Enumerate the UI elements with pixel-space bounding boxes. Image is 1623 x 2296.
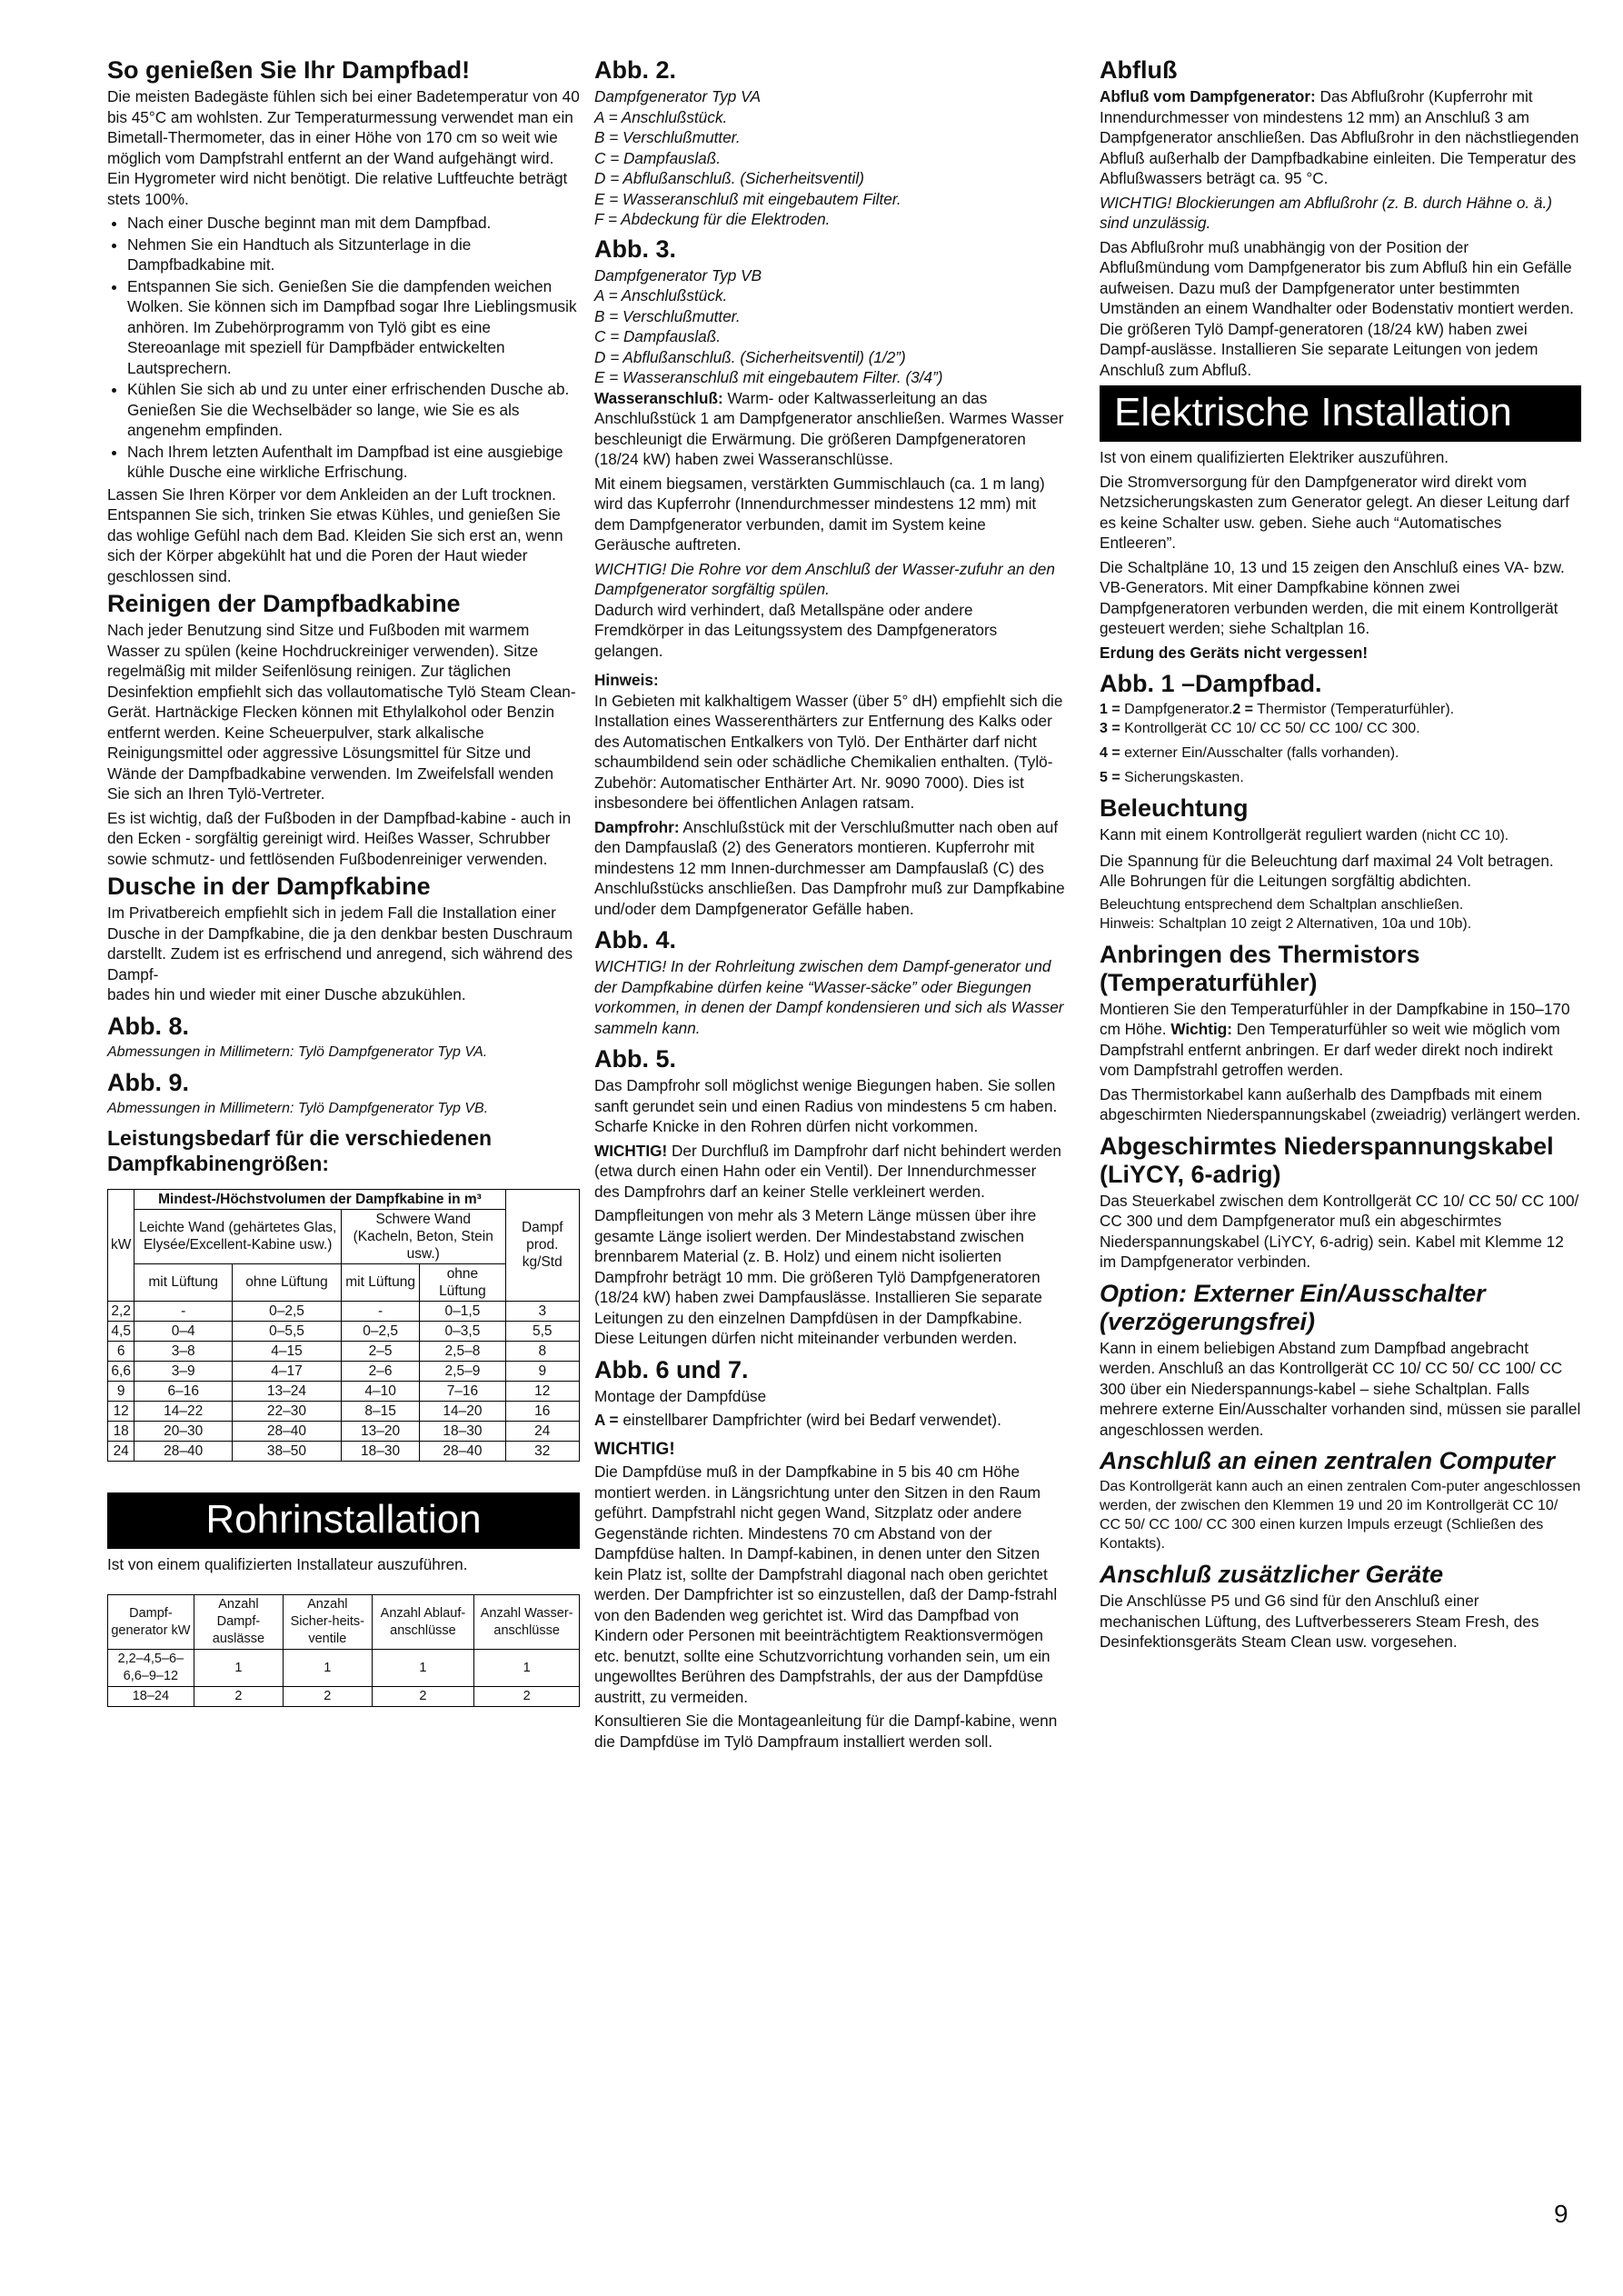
table-header-light: Leichte Wand (gehärtetes Glas, Elysée/Excellent-Kabine usw.) (134, 1209, 342, 1263)
legend-line (1100, 719, 1581, 738)
para-mount-nozzle: Montage der Dampfdüse (594, 1386, 767, 1405)
banner-pipe-installation: Rohrinstallation (107, 1492, 580, 1549)
column-middle (594, 56, 1065, 1755)
table-cell: 18–30 (420, 1421, 505, 1441)
para-drain-warning: WICHTIG! Blockierungen am Abflußrohr (z. B. durch Hähne o. ä.) sind unzulässig. (1100, 193, 1552, 232)
table-row (108, 1361, 580, 1381)
column-left (107, 56, 580, 1707)
para-hose: Mit einem biegsamen, verstärkten Gummischlauch (ca. 1 m lang) wird das Kupferrohr (Innendurchmesser mindestens 12 mm) mit dem Dampfgenerator verbunden, damit im System keine Geräusche auftreten. (594, 474, 1045, 554)
para-drain (1100, 86, 1581, 189)
table-row (108, 1321, 580, 1341)
para-abb9: Abmessungen in Millimetern: Tylö Dampfgenerator Typ VB. (107, 1100, 489, 1116)
table-cell: 4–10 (341, 1381, 419, 1401)
table-cell: 28–40 (420, 1441, 505, 1461)
para-shower-2: bades hin und wieder mit einer Dusche abzukühlen. (107, 985, 466, 1003)
text-drain: Das Abflußrohr (Kupferrohr mit Innendurchmesser von mindestens 12 mm) an Anschluß 3 am Dampfgenerator anschließen. Das Abflußrohr in den nächstliegenden Abfluß außerhalb der Dampfbadkabine einleiten. Die Temperatur des Abflußwassers beträgt ca. 95 °C. (1100, 87, 1579, 187)
legend-line: E = Wasseranschluß mit eingebautem Filter. (3/4”) (594, 368, 943, 386)
table-cell: 9 (108, 1381, 134, 1401)
heading-abb2: Abb. 2. (594, 56, 677, 84)
table-cell: 13–20 (341, 1421, 419, 1441)
legend-line: C = Dampfauslaß. (594, 327, 721, 345)
legend-text: Sicherungskasten. (1120, 770, 1244, 785)
table-cell: 8–15 (341, 1401, 419, 1421)
page-number: 9 (1554, 2200, 1568, 2228)
table-header-heavy: Schwere Wand (Kacheln, Beton, Stein usw.) (341, 1209, 505, 1263)
text-lighting-note: (nicht CC 10). (1421, 828, 1509, 844)
heading-extra-devices: Anschluß zusätzlicher Geräte (1100, 1561, 1444, 1588)
table-cell: 0–1,5 (420, 1301, 505, 1321)
table-cell: 2,2–4,5–6–6,6–9–12 (108, 1650, 194, 1687)
table-cell: 3 (505, 1301, 579, 1321)
label-important: WICHTIG! (594, 1141, 668, 1160)
table-cell: 20–30 (134, 1421, 233, 1441)
para-grounding: Erdung des Geräts nicht vergessen! (1100, 643, 1369, 662)
table-header-volume: Mindest-/Höchstvolumen der Dampfkabine in m³ (134, 1189, 505, 1209)
table-cell: 24 (108, 1441, 134, 1461)
table-cell: 3–8 (134, 1341, 233, 1361)
legend-number: 3 = (1100, 721, 1120, 736)
table-cell: 2,5–9 (420, 1361, 505, 1381)
legend-line: D = Abflußanschluß. (Sicherheitsventil) (594, 169, 864, 187)
text-thermistor: Montieren Sie den Temperaturfühler in der Dampfkabine in 150–170 cm Höhe. (1100, 999, 1570, 1038)
table-cell: 14–20 (420, 1401, 505, 1421)
table-cell: 12 (108, 1401, 134, 1421)
table-header-prod: Dampf prod. kg/Std (505, 1189, 579, 1301)
heading-abb1: Abb. 1 –Dampfbad. (1100, 670, 1322, 697)
table-header: Anzahl Wasser-anschlüsse (474, 1595, 580, 1650)
label-funnel: A = (594, 1411, 619, 1429)
legend-number: 1 = (1100, 702, 1120, 717)
heading-shower: Dusche in der Dampfkabine (107, 873, 431, 900)
table-row (108, 1381, 580, 1401)
table-cell: 38–50 (233, 1441, 342, 1461)
para-thermistor-2: Das Thermistorkabel kann außerhalb des Dampfbads mit einem abgeschirmten Niederspannungskabel (zweiadrig) verlängert werden. (1100, 1084, 1581, 1123)
legend-line: F = Abdeckung für die Elektroden. (594, 210, 831, 228)
para-pipe-installer: Ist von einem qualifizierten Installateur auszuführen. (107, 1554, 468, 1573)
table-cell: 6,6 (108, 1361, 134, 1381)
label-water: Wasseranschluß: (594, 388, 723, 407)
table-cell: 8 (505, 1341, 579, 1361)
abb2-legend (594, 86, 1065, 230)
table-cell: 9 (505, 1361, 579, 1381)
list-item: • Kühlen Sie sich ab und zu unter einer erfrischenden Dusche ab. Genießen Sie die Wechselbäder so lange, wie Sie es als angenehm empfinden. (127, 379, 580, 441)
table-cell: 32 (505, 1441, 579, 1461)
legend-text: Dampfgenerator. (1120, 702, 1233, 717)
para-thermistor-1 (1100, 999, 1581, 1081)
table-cell: 0–2,5 (341, 1321, 419, 1341)
table-cell: 2 (474, 1687, 580, 1707)
legend-number: 5 = (1100, 770, 1120, 785)
para-extra-devices: Die Anschlüsse P5 und G6 sind für den Anschluß einer mechanischen Lüftung, des Luftverbesserers Steam Fresh, des Desinfektionsgeräts Steam Clean usw. vorgesehen. (1100, 1592, 1539, 1651)
table-header-ohne: ohne Lüftung (420, 1263, 505, 1301)
heading-power: Leistungsbedarf für die verschiedenen Dampfkabinengrößen: (107, 1125, 493, 1175)
para-shower: Im Privatbereich empfiehlt sich in jedem Fall die Installation einer Dusche in der Dampfkabine, die ja den denkbar besten Duschraum darstellt. Zudem ist es erfrischend und anregend, sich während des Dampf- (107, 903, 573, 983)
para-lighting-3: Beleuchtung entsprechend dem Schaltplan anschließen. (1100, 896, 1464, 913)
legend-number: 2 = (1232, 702, 1253, 717)
column-right (1100, 56, 1581, 1656)
legend-line (1100, 700, 1581, 719)
legend-line: Dampfgenerator Typ VA (594, 87, 762, 105)
heading-abb4: Abb. 4. (594, 926, 677, 953)
table-cell: 1 (474, 1650, 580, 1687)
para-hint: In Gebieten mit kalkhaltigem Wasser (über 5° dH) empfiehlt sich die Installation eines Wasserenthärters zur Entfernung des Kalks oder des Automatischen Entkalkers von Tylö. Der Enthärter darf nicht schaumbildend sein oder schädliche Chemikalien enthalten. (Tylö-Zubehör: Automatischer Enthärter Art. Nr. 9090 7000). Dies ist insbesondere bei öffentlichen Anlagen ratsam. (594, 691, 1063, 812)
table-cell: 0–4 (134, 1321, 233, 1341)
table-cell: 2,5–8 (420, 1341, 505, 1361)
label-steam-pipe: Dampfrohr: (594, 817, 680, 836)
table-cell: 1 (284, 1650, 373, 1687)
table-cell: 2 (372, 1687, 474, 1707)
text-funnel: einstellbarer Dampfrichter (wird bei Bedarf verwendet). (618, 1411, 1001, 1429)
table-cell: 22–30 (233, 1401, 342, 1421)
para-after-bath: Lassen Sie Ihren Körper vor dem Ankleiden an der Luft trocknen. Entspannen Sie sich, trinken Sie etwas Kühles, und genießen Sie das wohlige Gefühl nach dem Bad. Kleiden Sie sich erst an, wenn sich der Körper abgekühlt hat und die Poren der Haut wieder geschlossen sind. (107, 484, 563, 585)
table-header-mit: mit Lüftung (341, 1263, 419, 1301)
abb1-legend (1100, 700, 1581, 787)
heading-drain: Abfluß (1100, 56, 1178, 84)
heading-thermistor: Anbringen des Thermistors (Temperaturfühler) (1100, 940, 1420, 996)
table-cell: 28–40 (233, 1421, 342, 1441)
text-steam-pipe: Anschlußstück mit der Verschlußmutter nach oben auf den Dampfauslaß (2) des Generators montieren. Kupferrohr mit mindestens 12 mm Innen-durchmesser am Dampfauslaß (C) des Anschlußstücks anschließen. Das Dampfrohr muß zur Dampfkabine und/oder dem Dampfgenerator Gefälle haben. (594, 817, 1065, 918)
table-cell: 14–22 (134, 1401, 233, 1421)
table-cell: 4,5 (108, 1321, 134, 1341)
legend-line: B = Verschlußmutter. (594, 306, 741, 325)
table-header: Anzahl Ablauf-anschlüsse (372, 1595, 474, 1650)
heading-computer: Anschluß an einen zentralen Computer (1100, 1447, 1556, 1474)
table-cell: 2 (284, 1687, 373, 1707)
para-computer: Das Kontrollgerät kann auch an einen zentralen Com-puter angeschlossen werden, der zwischen den Klemmen 19 und 20 im Kontrollgerät CC 10/ CC 50/ CC 100/ CC 300 einen kurzen Impuls erzeugt (Schließen des Kontakts). (1100, 1479, 1581, 1552)
para-rinse: Dadurch wird verhindert, daß Metallspäne oder andere Fremdkörper in das Leitungssystem des Dampfgenerators gelangen. (594, 600, 998, 660)
table-cell: - (134, 1301, 233, 1321)
para-funnel (594, 1410, 1065, 1431)
table-cell: 1 (194, 1650, 283, 1687)
legend-text: Thermistor (Temperaturfühler). (1253, 702, 1455, 717)
legend-line: E = Wasseranschluß mit eingebautem Filter. (594, 189, 901, 208)
table-row (108, 1421, 580, 1441)
para-steam-pipe (594, 817, 1065, 920)
abb3-legend (594, 265, 1065, 388)
legend-line: D = Abflußanschluß. (Sicherheitsventil) (1/2”) (594, 347, 906, 366)
table-cell: 5,5 (505, 1321, 579, 1341)
label-thermistor-important: Wichtig: (1170, 1020, 1232, 1038)
table-cell: 0–3,5 (420, 1321, 505, 1341)
table-header: Dampf-generator kW (108, 1595, 194, 1650)
para-nozzle: Die Dampfdüse muß in der Dampfkabine in 5 bis 40 cm Höhe montiert werden. in Längsrichtung unter den Sitzen in den Raum geführt. Dampfstrahl nicht gegen Wand, Sitzplatz oder andere Gegenstände richten. Mindestens 70 cm Abstand von der Dampfdüse halten. In Dampf-kabinen, in denen unter den Sitzen kein Platz ist, sollte der Dampfstrahl diagonal nach oben gerichtet werden. Der Dampfrichter ist so einzustellen, daß der Damp-fstrahl von den Badenden weg gerichtet ist. Wird das Dampfbad von Kindern oder Personen mit beeinträchtigtem Reaktionsvermögen etc. benutzt, sollte eine Schutzvorrichtung vorhanden sein, um ein ungewolltes Berühren des Dampfstrahls, der aus der Dampfdüse austritt, zu vermeiden. (594, 1462, 1058, 1706)
table-cell: 16 (505, 1401, 579, 1421)
list-item: • Entspannen Sie sich. Genießen Sie die dampfenden weichen Wolken. Sie können sich im Dampfbad sogar Ihre Lieblingsmusik anhören. Im Zubehörprogramm von Tylö gibt es eine Stereoanlage mit speziell für Dampfbäder entwickelten Lautsprechern. (127, 276, 580, 379)
label-drain: Abfluß vom Dampfgenerator: (1100, 87, 1316, 105)
table-cell: 18–30 (341, 1441, 419, 1461)
banner-electrical-installation: Elektrische Installation (1100, 385, 1581, 442)
text-important: Der Durchfluß im Dampfrohr darf nicht behindert werden (etwa durch einen Hahn oder ein Ventil). Der Innendurchmesser des Dampfrohrs darf an keiner Stelle verkleinert werden. (594, 1141, 1061, 1201)
table-cell: - (341, 1301, 419, 1321)
heading-abb9: Abb. 9. (107, 1068, 190, 1096)
heading-abb5: Abb. 5. (594, 1045, 677, 1073)
steam-tips-list (107, 213, 580, 483)
legend-text: Kontrollgerät CC 10/ CC 50/ CC 100/ CC 300. (1120, 721, 1420, 736)
table-header-mit: mit Lüftung (134, 1263, 233, 1301)
para-water-connection (594, 388, 1065, 470)
table-cell: 4–15 (233, 1341, 342, 1361)
para-abb8: Abmessungen in Millimetern: Tylö Dampfgenerator Typ VA. (107, 1043, 488, 1060)
text-water: Warm- oder Kaltwasserleitung an das Anschlußstück 1 am Dampfgenerator anschließen. Warmes Wasser beschleunigt die Erwärmung. Die größeren Dampfgeneratoren (18/24 kW) haben zwei Wasseranschlüsse. (594, 388, 1064, 468)
legend-line (1100, 768, 1581, 787)
table-cell: 4–17 (233, 1361, 342, 1381)
para-elec-2: Die Stromversorgung für den Dampfgenerator wird direkt vom Netzsicherungskasten zum Generator gelegt. An dieser Leitung darf es keine Schalter usw. geben. Siehe auch “Automatisches Entleeren”. (1100, 472, 1569, 552)
table-cell: 2–6 (341, 1361, 419, 1381)
para-consult: Konsultieren Sie die Montageanleitung für die Dampf-kabine, wenn die Dampfdüse im Tylö Dampfraum installiert werden soll. (594, 1712, 1058, 1751)
heading-abb67: Abb. 6 und 7. (594, 1355, 749, 1383)
heading-cable: Abgeschirmtes Niederspannungskabel (LiYCY, 6-adrig) (1100, 1132, 1554, 1188)
heading-steam-bath: So genießen Sie Ihr Dampfbad! (107, 56, 471, 84)
table-cell: 6–16 (134, 1381, 233, 1401)
text-thermistor-2: Den Temperaturfühler so weit wie möglich vom Dampfstrahl entfernt anbringen. Er darf weder direkt noch indirekt vom Dampfstrahl getroffen werden. (1100, 1020, 1560, 1079)
para-option-switch: Kann in einem beliebigen Abstand zum Dampfbad angebracht werden. Anschluß an das Kontrollgerät CC 10/ CC 50/ CC 100/ CC 300 über ein Niederspannungs-kabel – siehe Schaltplan. Falls mehrere externe Ein/Ausschalter vorhanden sind, müssen sie parallel angeschlossen werden. (1100, 1338, 1581, 1439)
legend-line (1100, 744, 1581, 763)
table-row (108, 1650, 580, 1687)
table-cell: 24 (505, 1421, 579, 1441)
para-cleaning-1: Nach jeder Benutzung sind Sitze und Fußboden mit warmem Wasser zu spülen (keine Hochdruckreiniger verwenden). Sitze regelmäßig mit milder Seifenlösung reinigen. Zur täglichen Desinfektion empfiehlt sich das vollautomatische Tylö Steam Clean-Gerät. Hartnäckige Flecken können mit Ethylalkohol oder Benzin entfernt werden. Keine Scheuerpulver, stark alkalische Reinigungsmittel oder aggressive Lösungsmittel für Sitze und Wände der Dampfbadkabine verwenden. Im Zweifelsfall wenden Sie sich an Ihren Tylö-Vertreter. (107, 621, 576, 803)
heading-lighting: Beleuchtung (1100, 794, 1249, 822)
text-lighting: Kann mit einem Kontrollgerät reguliert warden (1100, 825, 1422, 844)
legend-number: 4 = (1100, 745, 1120, 761)
table-cell: 2,2 (108, 1301, 134, 1321)
heading-cleaning: Reinigen der Dampfbadkabine (107, 590, 461, 617)
para-elec-3: Die Schaltpläne 10, 13 und 15 zeigen den Anschluß eines VA- bzw. VB-Generators. Mit einer Dampfkabine können zwei Dampfgeneratoren verbunden werden, die mit einem Kontrollgerät gesteuert werden; siehe Schaltplan 16. (1100, 557, 1565, 637)
para-abb5: Das Dampfrohr soll möglichst wenige Biegungen haben. Sie sollen sanft gerundet sein und einen Radius von mindestens 5 cm haben. Scharfe Knicke in den Rohren dürfen nicht vorkommen. (594, 1076, 1058, 1135)
table-cell: 18 (108, 1421, 134, 1441)
legend-line: A = Anschlußstück. (594, 107, 728, 126)
para-drain-2: Das Abflußrohr muß unabhängig von der Position der Abflußmündung vom Dampfgenerator bis zum Abfluß hin ein Gefälle aufweisen. Dazu muß der Dampfgenerator unter bestimmten Umständen an einem Wandhalter oder Bodenstativ montiert werden. Die größeren Tylö Dampf-generatoren (18/24 kW) haben zwei Dampf-auslässe. Installieren Sie separate Leitungen von jedem Anschluß zum Abfluß. (1100, 237, 1574, 379)
para-lighting-1 (1100, 824, 1581, 847)
para-long-pipes: Dampfleitungen von mehr als 3 Metern Länge müssen über ihre gesamte Länge isoliert werden. Der Mindestabstand zwischen brennbarem Material (z. B. Holz) und einem nicht isolierten Dampfrohr beträgt 10 mm. Die größeren Tylö Dampfgeneratoren (18/24 kW) haben zwei Dampfauslässe. Installieren Sie separate Leitungen zu den einzelnen Dampfdüsen in der Dampfkabine. Diese Leitungen dürfen nicht miteinander verbunden werden. (594, 1206, 1042, 1347)
table-cell: 2 (194, 1687, 283, 1707)
list-item: • Nehmen Sie ein Handtuch als Sitzunterlage in die Dampfbadkabine mit. (127, 235, 580, 275)
power-table (107, 1189, 580, 1462)
table-cell: 18–24 (108, 1687, 194, 1707)
para-cleaning-2: Es ist wichtig, daß der Fußboden in der Dampfbad-kabine - auch in den Ecken - sorgfältig gereinigt wird. Heißes Wasser, Schrubber sowie schmutz- und fettlösenden Fußbodenreiniger verwenden. (107, 808, 572, 868)
table-cell: 3–9 (134, 1361, 233, 1381)
table-row (108, 1441, 580, 1461)
table-cell: 2–5 (341, 1341, 419, 1361)
para-lighting-4: Hinweis: Schaltplan 10 zeigt 2 Alternativen, 10a und 10b). (1100, 915, 1472, 932)
heading-wichtig: WICHTIG! (594, 1439, 675, 1459)
label-hint: Hinweis: (594, 671, 659, 689)
list-item: • Nach Ihrem letzten Aufenthalt im Dampfbad ist eine ausgiebige kühle Dusche eine wirkliche Erfrischung. (127, 442, 580, 483)
para-lighting-2: Die Spannung für die Beleuchtung darf maximal 24 Volt betragen. Alle Bohrungen für die Leitungen sorgfältig abdichten. (1100, 851, 1554, 890)
table-cell: 28–40 (134, 1441, 233, 1461)
legend-text: externer Ein/Ausschalter (falls vorhanden). (1120, 745, 1399, 761)
para-elec-1: Ist von einem qualifizierten Elektriker auszuführen. (1100, 448, 1449, 466)
table-header-ohne: ohne Lüftung (233, 1263, 342, 1301)
para-important (594, 1141, 1065, 1203)
legend-line: Dampfgenerator Typ VB (594, 265, 762, 285)
table-header: Anzahl Sicher-heits-ventile (284, 1595, 373, 1650)
table-cell: 0–2,5 (233, 1301, 342, 1321)
heading-abb8: Abb. 8. (107, 1012, 190, 1040)
table-row (108, 1687, 580, 1707)
table-cell: 6 (108, 1341, 134, 1361)
table-row (108, 1401, 580, 1421)
heading-option-switch: Option: Externer Ein/Ausschalter (verzögerungsfrei) (1100, 1279, 1486, 1335)
table-header: Anzahl Dampf-auslässe (194, 1595, 283, 1650)
table-cell: 0–5,5 (233, 1321, 342, 1341)
table-cell: 13–24 (233, 1381, 342, 1401)
table-cell: 7–16 (420, 1381, 505, 1401)
legend-line: A = Anschlußstück. (594, 286, 728, 304)
para-abb4: WICHTIG! In der Rohrleitung zwischen dem Dampf-generator und der Dampfkabine dürfen keine “Wasser-säcke” oder Biegungen vorkommen, in denen der Dampf kondensieren und sich als Wasser sammeln kann. (594, 957, 1064, 1037)
table-row (108, 1301, 580, 1321)
table-cell: 12 (505, 1381, 579, 1401)
outlets-table (107, 1594, 580, 1707)
table-row (108, 1341, 580, 1361)
para-cable: Das Steuerkabel zwischen dem Kontrollgerät CC 10/ CC 50/ CC 100/ CC 300 und dem Dampfgenerator muß ein abgeschirmtes Niederspannungskabel (LiYCY, 6-adrig) sein. Kabel mit Klemme 12 im Dampfgenerator verbinden. (1100, 1191, 1579, 1271)
legend-line: C = Dampfauslaß. (594, 148, 721, 167)
para-rinse-warning: WICHTIG! Die Rohre vor dem Anschluß der Wasser-zufuhr an den Dampfgenerator sorgfältig spülen. (594, 559, 1055, 598)
table-cell: 1 (372, 1650, 474, 1687)
para-steam-intro: Die meisten Badegäste fühlen sich bei einer Badetemperatur von 40 bis 45°C am wohlsten. Zur Temperaturmessung verwendet man ein Bimetall-Thermometer, das in einer Höhe von 170 cm so weit wie möglich vom Dampfstrahl entfernt an der Wand aufgehängt wird. Ein Hygrometer wird nicht benötigt. Die relative Luftfeuchte beträgt stets 100%. (107, 87, 580, 208)
heading-abb3: Abb. 3. (594, 235, 677, 263)
list-item: • Nach einer Dusche beginnt man mit dem Dampfbad. (127, 213, 580, 234)
legend-line: B = Verschlußmutter. (594, 128, 741, 146)
table-header-kw: kW (108, 1189, 134, 1301)
